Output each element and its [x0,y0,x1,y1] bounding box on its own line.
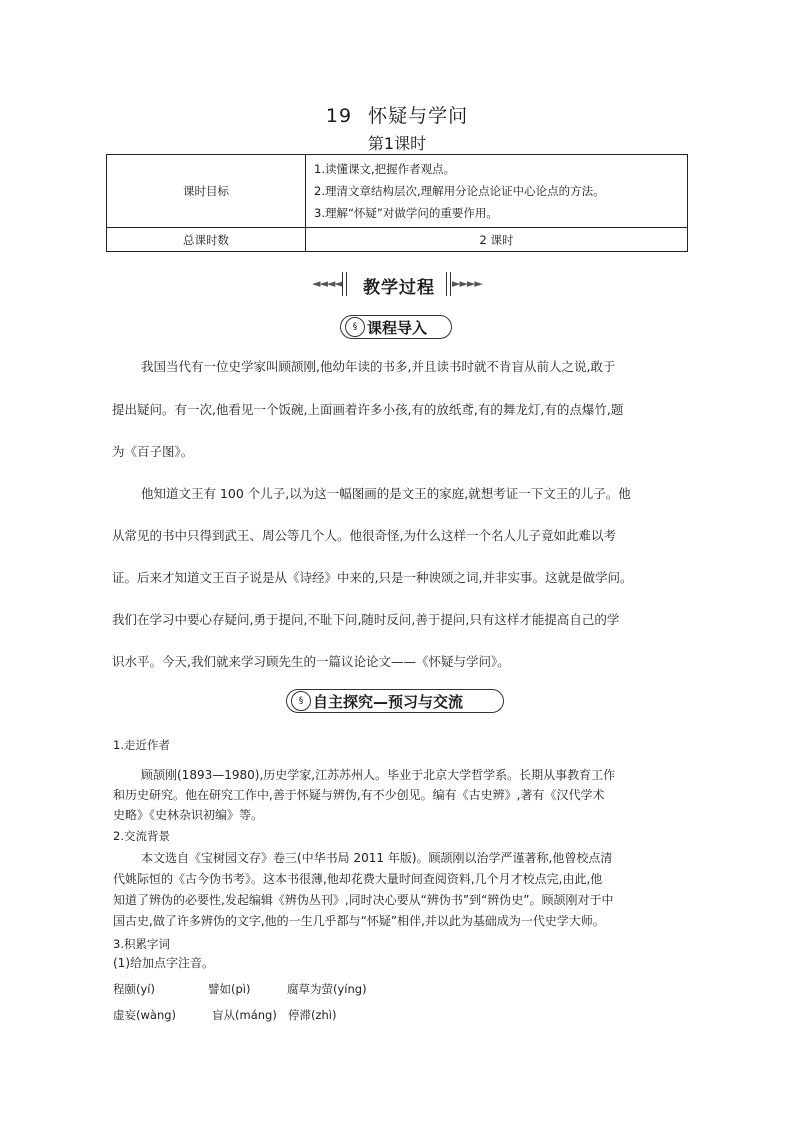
right-arrows-icon: ►►►► [452,277,482,290]
section-title: 课程导入 [367,319,428,337]
author-line: 和历史研究。他在研究工作中,善于怀疑与辨伪,有不少创见。编有《古史辨》,著有《汉代学术 [113,788,605,802]
pinyin-word: 程颐(yí) [113,982,155,996]
section-header-intro [340,315,452,339]
goals-list [306,155,688,228]
goal-item: 2.理清文章结构层次,理解用分论点论证中心论点的方法。 [314,184,605,198]
lesson-number: 19 [325,105,353,127]
background-line: 代姚际恒的《古今伪书考》。这本书很薄,他却花费大量时间查阅资料,几个月才校点完,由此,他 [113,872,603,886]
background-line: 本文选自《宝树园文存》卷三(中华书局 2011 年版)。顾颉刚以治学严谨著称,他曾校点清 [141,851,613,865]
teaching-process-banner [0,270,794,300]
intro-line: 我们在学习中要心存疑问,勇于提问,不耻下问,随时反问,善于提问,只有这样才能提高自己的学 [112,612,620,627]
section-header-explore [286,689,504,713]
intro-line: 提出疑问。有一次,他看见一个饭碗,上面画着许多小孩,有的放纸鸢,有的舞龙灯,有的点爆竹,题 [112,402,624,417]
total-label: 总课时数 [107,228,306,252]
author-line: 顾颉刚(1893—1980),历史学家,江苏苏州人。毕业于北京大学哲学系。长期从事教育工作 [141,768,616,782]
section-title: 自主探究—预习与交流 [313,693,464,711]
item-heading: 3.积累字词 [113,937,170,951]
lesson-title [0,101,794,128]
left-arrows-icon: ◄◄◄◄ [312,277,342,290]
item-heading: 2.交流背景 [113,829,170,843]
intro-line: 证。后来才知道文王百子说是从《诗经》中来的,只是一种谀颂之词,并非实事。这就是做学问。 [112,570,633,585]
divider-bar [446,272,451,296]
pinyin-word: 盲从(máng) [212,1008,277,1022]
author-line: 史略》《史林杂识初编》等。 [113,808,264,822]
goals-table [106,154,688,252]
goal-item: 3.理解“怀疑”对做学问的重要作用。 [314,206,498,220]
pinyin-word: 譬如(pì) [208,982,251,996]
background-line: 知道了辨伪的必要性,发起编辑《辨伪丛刊》,同时决心要从“辨伪书”到“辨伪史”。顾颉刚对于中 [113,893,614,907]
intro-line: 识水平。今天,我们就来学习顾先生的一篇议论论文——《怀疑与学问》。 [112,654,510,669]
background-line: 国古史,做了许多辨伪的文字,他的一生几乎都与“怀疑”相伴,并以此为基础成为一代史学大师。 [113,914,605,928]
goals-label: 课时目标 [107,155,306,228]
exercise-instruction: (1)给加点字注音。 [113,956,214,970]
intro-line: 我国当代有一位史学家叫顾颉刚,他幼年读的书多,并且读书时就不肯盲从前人之说,敢于 [141,359,616,374]
pinyin-word: 腐草为萤(yíng) [287,982,367,996]
intro-line: 他知道文王有 100 个儿子,以为这一幅图画的是文王的家庭,就想考证一下文王的儿子。他 [141,486,631,501]
banner-text: 教学过程 [363,278,435,298]
book-icon: § [345,317,365,337]
book-icon: § [291,691,311,711]
item-heading: 1.走近作者 [113,738,170,752]
intro-line: 从常见的书中只得到武王、周公等几个人。他很奇怪,为什么这样一个名人儿子竟如此难以考 [112,528,616,543]
lesson-period: 第1课时 [367,134,427,153]
lesson-title-text: 怀疑与学问 [368,105,469,127]
goal-item: 1.读懂课文,把握作者观点。 [314,162,456,176]
intro-line: 为《百子图》。 [112,444,194,459]
total-value: 2 课时 [306,228,688,252]
pinyin-word: 虚妄(wàng) [113,1008,177,1022]
divider-bar [342,272,347,296]
pinyin-word: 停滞(zhì) [288,1008,337,1022]
